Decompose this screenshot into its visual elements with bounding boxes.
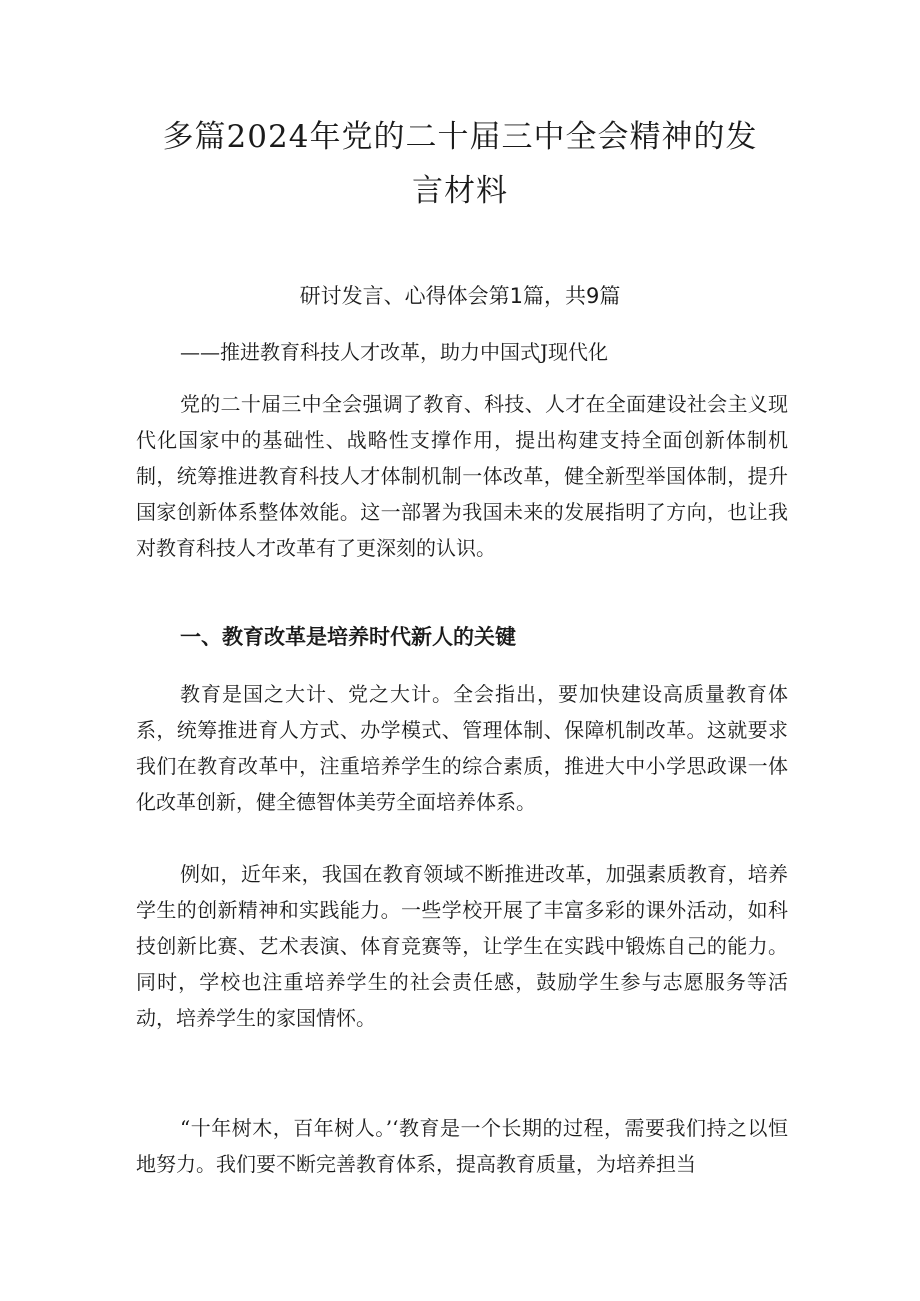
paragraph-example: 例如，近年来，我国在教育领域不断推进改革，加强素质教育，培养学生的创新精神和实践能力。一些学校开展了丰富多彩的课外活动，如科技创新比赛、艺术表演、体育竞赛等，让学生在实践中锻炼自己的能力。同时，学校也注重培养学生的社会责任感，鼓励学生参与志愿服务等活动，培养学生的家国情怀。 bbox=[136, 862, 788, 1030]
paragraph-quote: “十年树木，百年树人。’‘教育是一个长期的过程，需要我们持之以恒地努力。我们要不断完善教育体系，提高教育质量，为培养担当 bbox=[136, 1116, 788, 1176]
section-heading-1: 一、教育改革是培养时代新人的关键 bbox=[180, 625, 516, 649]
document-title: 多篇2024年党的二十届三中全会精神的发言材料 bbox=[162, 119, 758, 209]
paragraph-education: 教育是国之大计、党之大计。全会指出，要加快建设高质量教育体系，统筹推进育人方式、办学模式、管理体制、保障机制改革。这就要求我们在教育改革中，注重培养学生的综合素质，推进大中小学思政课一体化改革创新，健全德智体美劳全面培养体系。 bbox=[136, 682, 788, 814]
paragraph-intro: 党的二十届三中全会强调了教育、科技、人才在全面建设社会主义现代化国家中的基础性、战略性支撑作用，提出构建支持全面创新体制机制，统筹推进教育科技人才体制机制一体改革，健全新型举国体制，提升国家创新体系整体效能。这一部署为我国未来的发展指明了方向，也让我对教育科技人才改革有了更深刻的认识。 bbox=[136, 392, 788, 560]
document-subtitle: 研讨发言、心得体会第1篇，共9篇 bbox=[299, 284, 621, 308]
document-tagline: ——推进教育科技人才改革，助力中国式J现代化 bbox=[180, 340, 609, 364]
